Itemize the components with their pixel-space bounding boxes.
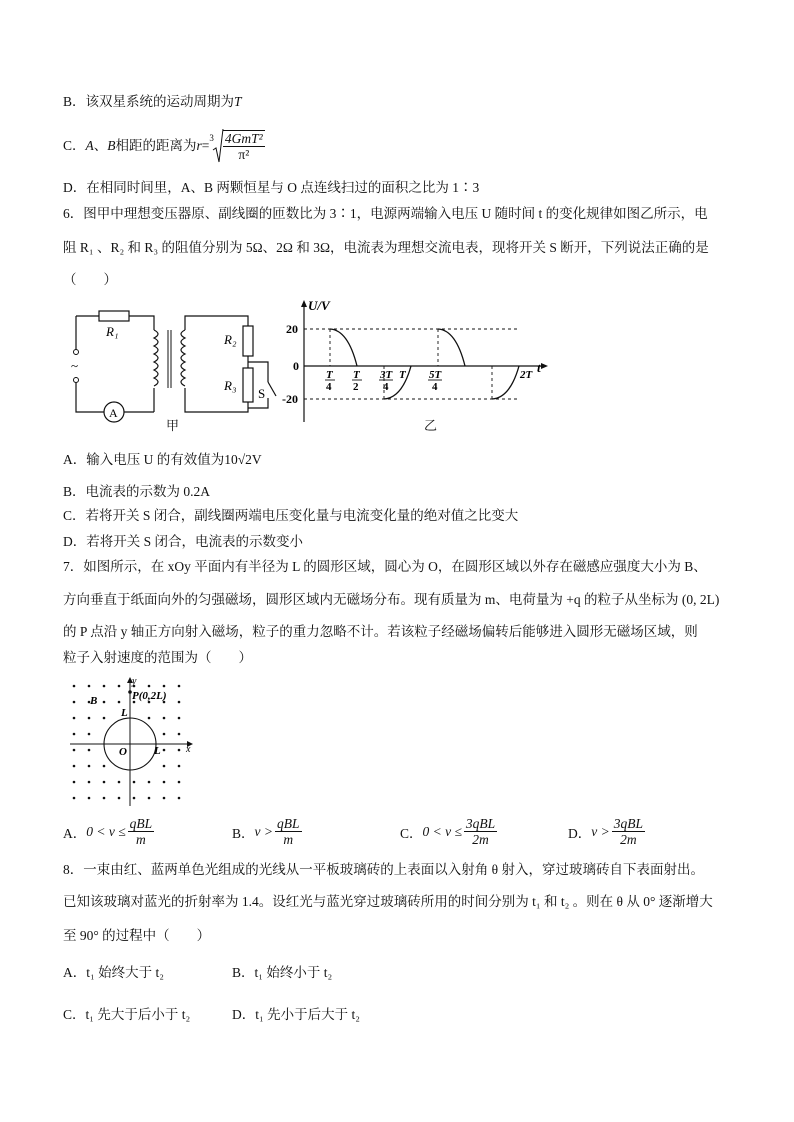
- field-dot: [73, 749, 76, 752]
- svg-text:T: T: [399, 369, 406, 381]
- field-dot: [103, 701, 106, 704]
- svg-text:5T: 5T: [429, 369, 442, 381]
- wave-segment-1: [330, 329, 357, 366]
- q8-option-c: C．t₁ 先大于后小于 t₂: [63, 1007, 191, 1022]
- figure-circuit: [64, 300, 284, 432]
- field-dot: [88, 749, 91, 752]
- field-dot: [148, 685, 151, 688]
- q5-option-d: D．在相同时间里，A、B 两颗恒星与 O 点连线扫过的面积之比为 1∶3: [63, 180, 480, 195]
- graph-xlabel: t: [537, 360, 541, 375]
- ytick-0: 0: [293, 359, 299, 373]
- q7-option-a: A． 0 < v ≤ $\frac{\text{qBL}}{m}$: [63, 816, 153, 847]
- field-dot: [148, 717, 151, 720]
- field-dot: [148, 797, 151, 800]
- q7-option-c: C． 0 < v ≤ $\frac{\text{3qBL}}{2m}$: [400, 816, 496, 847]
- field-dot: [163, 797, 166, 800]
- q8-stem-1: 8．一束由红、蓝两单色光组成的光线从一平板玻璃砖的上表面以入射角 θ 射入，穿过玻璃砖自下表面射出。: [63, 862, 704, 877]
- q6-stem-2: 阻 R₁ 、R₂ 和 R₃ 的阻值分别为 5Ω、2Ω 和 3Ω，电流表为理想交流电表，现将开关 S 断开，下列说法正确的是: [63, 240, 709, 255]
- label-p: P(0,2L): [132, 690, 167, 702]
- field-dot: [88, 717, 91, 720]
- label-r3: R₃: [224, 378, 237, 393]
- q6-option-a: A．输入电压 U 的有效值为10√2V: [63, 452, 262, 467]
- q6-option-d: D．若将开关 S 闭合，电流表的示数变小: [63, 534, 304, 549]
- field-dot: [178, 797, 181, 800]
- svg-text:4: 4: [383, 381, 389, 393]
- label-s: S: [258, 386, 266, 401]
- field-dot: [118, 685, 121, 688]
- q5-option-b: B．该双星系统的运动周期为T: [63, 94, 242, 109]
- q8-option-b: B．t₁ 始终小于 t₂: [232, 965, 333, 980]
- field-dot: [163, 685, 166, 688]
- q7-stem-3: 的 P 点沿 y 轴正方向射入磁场，粒子的重力忽略不计。若该粒子经磁场偏转后能够进入圆形无磁场区域，则: [63, 624, 698, 639]
- field-dot: [133, 797, 136, 800]
- q7-option-d: D． v > $\frac{\text{3qBL}}{2m}$: [568, 816, 643, 847]
- field-dot: [73, 781, 76, 784]
- field-dot: [103, 765, 106, 768]
- field-dot: [118, 797, 121, 800]
- q6-stem-3: （ ）: [63, 272, 117, 287]
- field-dot: [73, 797, 76, 800]
- ammeter-label: A: [109, 406, 118, 420]
- svg-text:2: 2: [353, 381, 359, 393]
- q6-stem-1: 6．图甲中理想变压器原、副线圈的匝数比为 3∶1，电源两端输入电压 U 随时间 t 的变化规律如图乙所示，电: [63, 206, 708, 221]
- q8-option-a: A．t₁ 始终大于 t₂: [63, 965, 164, 980]
- field-dot: [178, 701, 181, 704]
- field-dot: [73, 685, 76, 688]
- figure-jia-label: 甲: [166, 418, 180, 433]
- resistor-r1: [99, 311, 129, 321]
- field-dot: [88, 781, 91, 784]
- label-b: B: [90, 695, 98, 707]
- svg-text:4: 4: [326, 381, 332, 393]
- field-dot: [73, 765, 76, 768]
- wave-segment-4: [492, 366, 519, 399]
- field-dot: [88, 733, 91, 736]
- ytick-20: 20: [286, 322, 298, 336]
- field-dot: [103, 781, 106, 784]
- switch-s: [268, 382, 276, 396]
- field-dot: [163, 781, 166, 784]
- field-dot: [178, 717, 181, 720]
- terminal-top: [74, 350, 79, 355]
- primary-coil: [154, 330, 158, 386]
- field-dot: [163, 717, 166, 720]
- ac-source-symbol: ~: [71, 358, 79, 373]
- radical-icon: [213, 128, 223, 164]
- svg-text:4: 4: [432, 381, 438, 393]
- q8-stem-2: 已知该玻璃对蓝光的折射率为 1.4。设红光与蓝光穿过玻璃砖所用的时间分别为 t₁ 和 t₂ 。则在 θ 从 0° 逐渐增大: [63, 894, 713, 909]
- label-r2: R₂: [224, 332, 237, 347]
- field-dot: [163, 765, 166, 768]
- label-y: y: [132, 676, 137, 687]
- svg-text:T: T: [326, 369, 333, 381]
- field-dot: [118, 701, 121, 704]
- field-dot: [73, 701, 76, 704]
- label-l-vertical: L: [121, 707, 128, 719]
- field-dot: [178, 733, 181, 736]
- resistor-r3: [243, 368, 253, 402]
- field-dot: [88, 685, 91, 688]
- field-dot: [178, 781, 181, 784]
- field-dot: [133, 781, 136, 784]
- field-dot: [103, 717, 106, 720]
- ytick-neg20: -20: [282, 392, 298, 406]
- label-o: O: [119, 746, 127, 758]
- figure-yi-label: 乙: [424, 418, 438, 433]
- cube-root: $^3$ $\frac{\text{4GmT²}}{\text{π²}}$: [209, 128, 264, 164]
- label-x: x: [186, 744, 191, 755]
- resistor-r2: [243, 326, 253, 356]
- field-dot: [163, 749, 166, 752]
- field-dot: [148, 781, 151, 784]
- field-dot: [88, 765, 91, 768]
- field-dot: [103, 685, 106, 688]
- field-dot: [163, 733, 166, 736]
- secondary-coil: [181, 330, 185, 386]
- figure-voltage-graph: [282, 296, 550, 428]
- q7-stem-1: 7．如图所示，在 xOy 平面内有半径为 L 的圆形区域，圆心为 O，在圆形区域以外存在磁感应强度大小为 B、: [63, 559, 707, 574]
- q8-option-d: D．t₁ 先小于后大于 t₂: [232, 1007, 360, 1022]
- field-dot: [88, 797, 91, 800]
- terminal-bottom: [74, 378, 79, 383]
- field-dot: [178, 749, 181, 752]
- graph-ylabel: U/V: [308, 298, 330, 313]
- q5-option-c: C． A 、 B 相距的距离为 r = $^3$ $\frac{\text{4GmT²}}{\text{π²}}$: [63, 126, 265, 166]
- q7-stem-2: 方向垂直于纸面向外的匀强磁场，圆形区域内无磁场分布。现有质量为 m、电荷量为 +q 的粒子从坐标为 (0, 2L): [63, 592, 720, 607]
- figure-magnetic-field: [68, 676, 198, 808]
- field-dot: [178, 765, 181, 768]
- svg-text:T: T: [353, 369, 360, 381]
- svg-text:2T: 2T: [520, 369, 533, 381]
- svg-text:3T: 3T: [380, 369, 393, 381]
- q7-option-b: B． v > $\frac{\text{qBL}}{m}$: [232, 816, 300, 847]
- field-dot: [178, 685, 181, 688]
- q7-stem-4: 粒子入射速度的范围为（ ）: [63, 650, 252, 665]
- q6-option-c: C．若将开关 S 闭合，副线圈两端电压变化量与电流变化量的绝对值之比变大: [63, 508, 519, 523]
- q6-option-b: B．电流表的示数为 0.2A: [63, 484, 211, 499]
- q8-stem-3: 至 90° 的过程中（ ）: [63, 928, 211, 943]
- field-dot: [118, 781, 121, 784]
- wave-segment-3: [438, 329, 465, 366]
- label-r1: R₁: [106, 324, 119, 339]
- field-dot: [103, 797, 106, 800]
- label-l-horizontal: L: [154, 745, 161, 757]
- field-dot: [73, 717, 76, 720]
- field-dot: [73, 733, 76, 736]
